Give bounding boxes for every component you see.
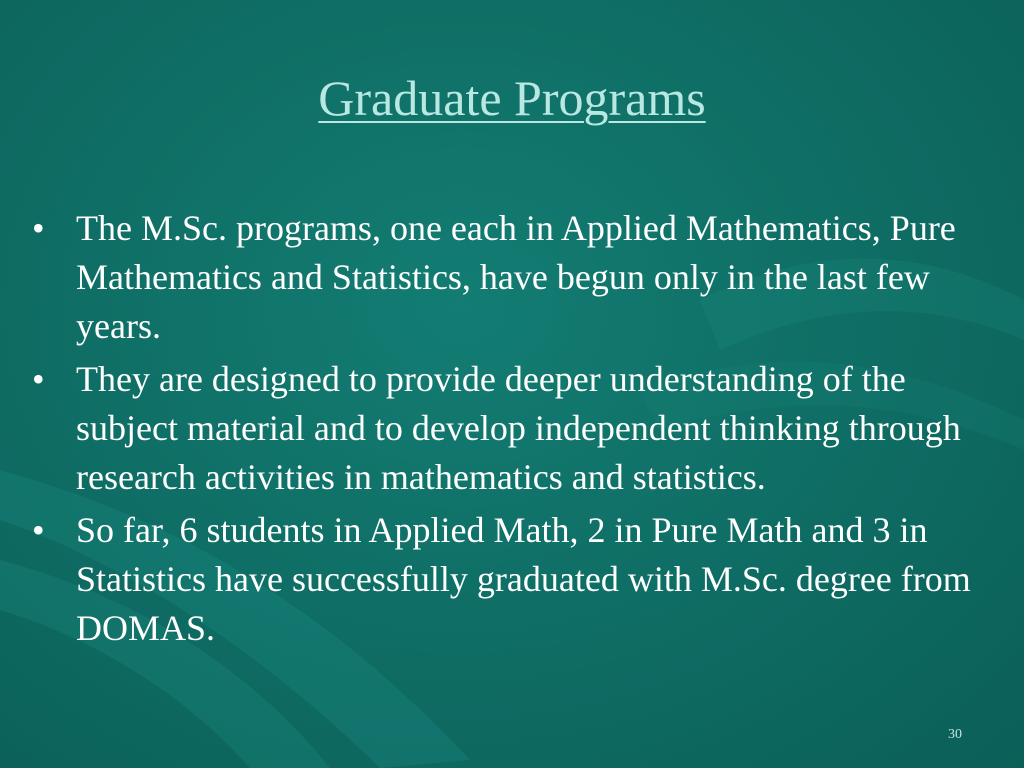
bullet-text: The M.Sc. programs, one each in Applied Mathematics, Pure Mathematics and Statistics, have begun only in the last few years. bbox=[76, 208, 956, 346]
bullet-item bbox=[26, 204, 996, 351]
bullet-text: So far, 6 students in Applied Math, 2 in Pure Math and 3 in Statistics have successfully graduated with M.Sc. degree from DOMAS. bbox=[76, 510, 971, 648]
bullet-icon: • bbox=[32, 208, 45, 248]
bullet-list bbox=[26, 204, 996, 657]
slide-title: Graduate Programs bbox=[318, 70, 706, 126]
slide-number: 30 bbox=[948, 727, 962, 742]
bullet-text: They are designed to provide deeper understanding of the subject material and to develop independent thinking through research activities in mathematics and statistics. bbox=[76, 359, 961, 497]
bullet-item bbox=[26, 506, 996, 653]
bullet-icon: • bbox=[32, 510, 45, 550]
bullet-icon: • bbox=[32, 359, 45, 399]
bullet-item bbox=[26, 355, 996, 502]
